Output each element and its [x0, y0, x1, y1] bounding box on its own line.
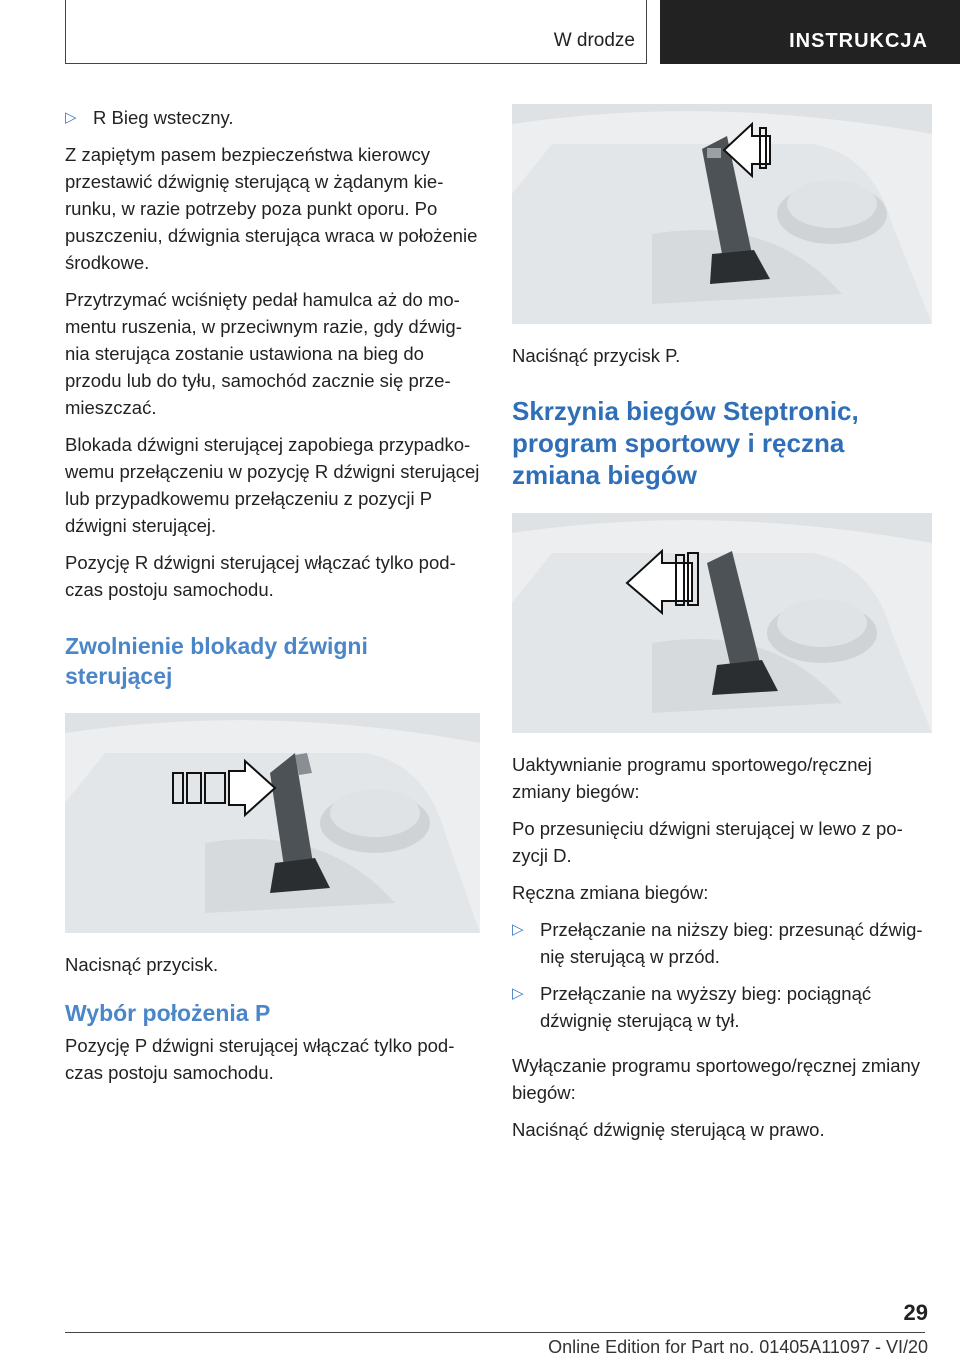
- heading-steptronic: Skrzynia biegów Steptronic, program sportowy i ręczna zmiana biegów: [512, 396, 859, 490]
- edition-note: Online Edition for Part no. 01405A11097 - VI/20: [548, 1337, 928, 1357]
- paragraph: Wyłączanie programu sportowego/ręcznej zmiany biegów:: [512, 1055, 921, 1103]
- bullet-shift-up: ▷ Przełączanie na wyższy bieg: pociągnąć dźwignię sterującą w tył.: [512, 980, 932, 1034]
- heading-select-p: Wybór położenia P: [65, 1000, 271, 1026]
- caption-press-button: Nacisnąć przycisk.: [65, 954, 219, 975]
- paragraph: Pozycję P dźwigni sterującej włączać tylko podczas postoju samochodu.: [65, 1035, 455, 1083]
- figure-gear-lever-p-button: [512, 104, 932, 324]
- triangle-bullet-icon: ▷: [65, 109, 77, 126]
- paragraph: Przytrzymać wciśnięty pedał hamulca aż do momentu ruszenia, w przeciwnym razie, gdy dźwignia sterująca zostanie ustawiona na bieg do przodu lub do tyłu, samochód zacznie się przemieszczać.: [65, 289, 462, 418]
- header-section-title: W drodze: [553, 30, 635, 51]
- header-chapter-label: INSTRUKCJA: [789, 30, 928, 52]
- paragraph: Ręczna zmiana biegów:: [512, 882, 709, 903]
- heading-unlock-lever: Zwolnienie blokady dźwigni sterującej: [65, 633, 368, 689]
- figure-gear-lever-unlock: [65, 713, 480, 933]
- triangle-bullet-icon: ▷: [512, 985, 524, 1002]
- paragraph: Pozycję R dźwigni sterującej włączać tylko podczas postoju samochodu.: [65, 552, 456, 600]
- caption-press-p: Naciśnąć przycisk P.: [512, 345, 681, 366]
- bullet-reverse: ▷ R Bieg wsteczny.: [65, 104, 480, 131]
- left-column: [65, 104, 480, 1096]
- right-column: [512, 104, 932, 1153]
- paragraph: Po przesunięciu dźwigni sterującej w lewo z pozycji D.: [512, 818, 903, 866]
- figure-gear-lever-sport: [512, 513, 932, 733]
- header-chapter-tab: [660, 0, 960, 64]
- paragraph: Naciśnąć dźwignię sterującą w prawo.: [512, 1119, 825, 1140]
- footer-divider: [65, 1332, 925, 1333]
- bullet-shift-down: ▷ Przełączanie na niższy bieg: przesunąć dźwignię sterującą w przód.: [512, 916, 932, 970]
- paragraph: Uaktywnianie programu sportowego/ręcznej zmiany biegów:: [512, 754, 872, 802]
- triangle-bullet-icon: ▷: [512, 921, 524, 938]
- page-number: 29: [903, 1300, 928, 1325]
- paragraph: Blokada dźwigni sterującej zapobiega przypadkowemu przełączeniu w pozycję R dźwigni sterującej lub przypadkowemu przełączeniu z pozycji P dźwigni sterującej.: [65, 434, 480, 536]
- paragraph: Z zapiętym pasem bezpieczeństwa kierowcy przestawić dźwignię sterującą w żądanym kierunku, w razie potrzeby poza punkt oporu. Po puszczeniu, dźwignia sterująca wraca w położenie środkowe.: [65, 144, 478, 273]
